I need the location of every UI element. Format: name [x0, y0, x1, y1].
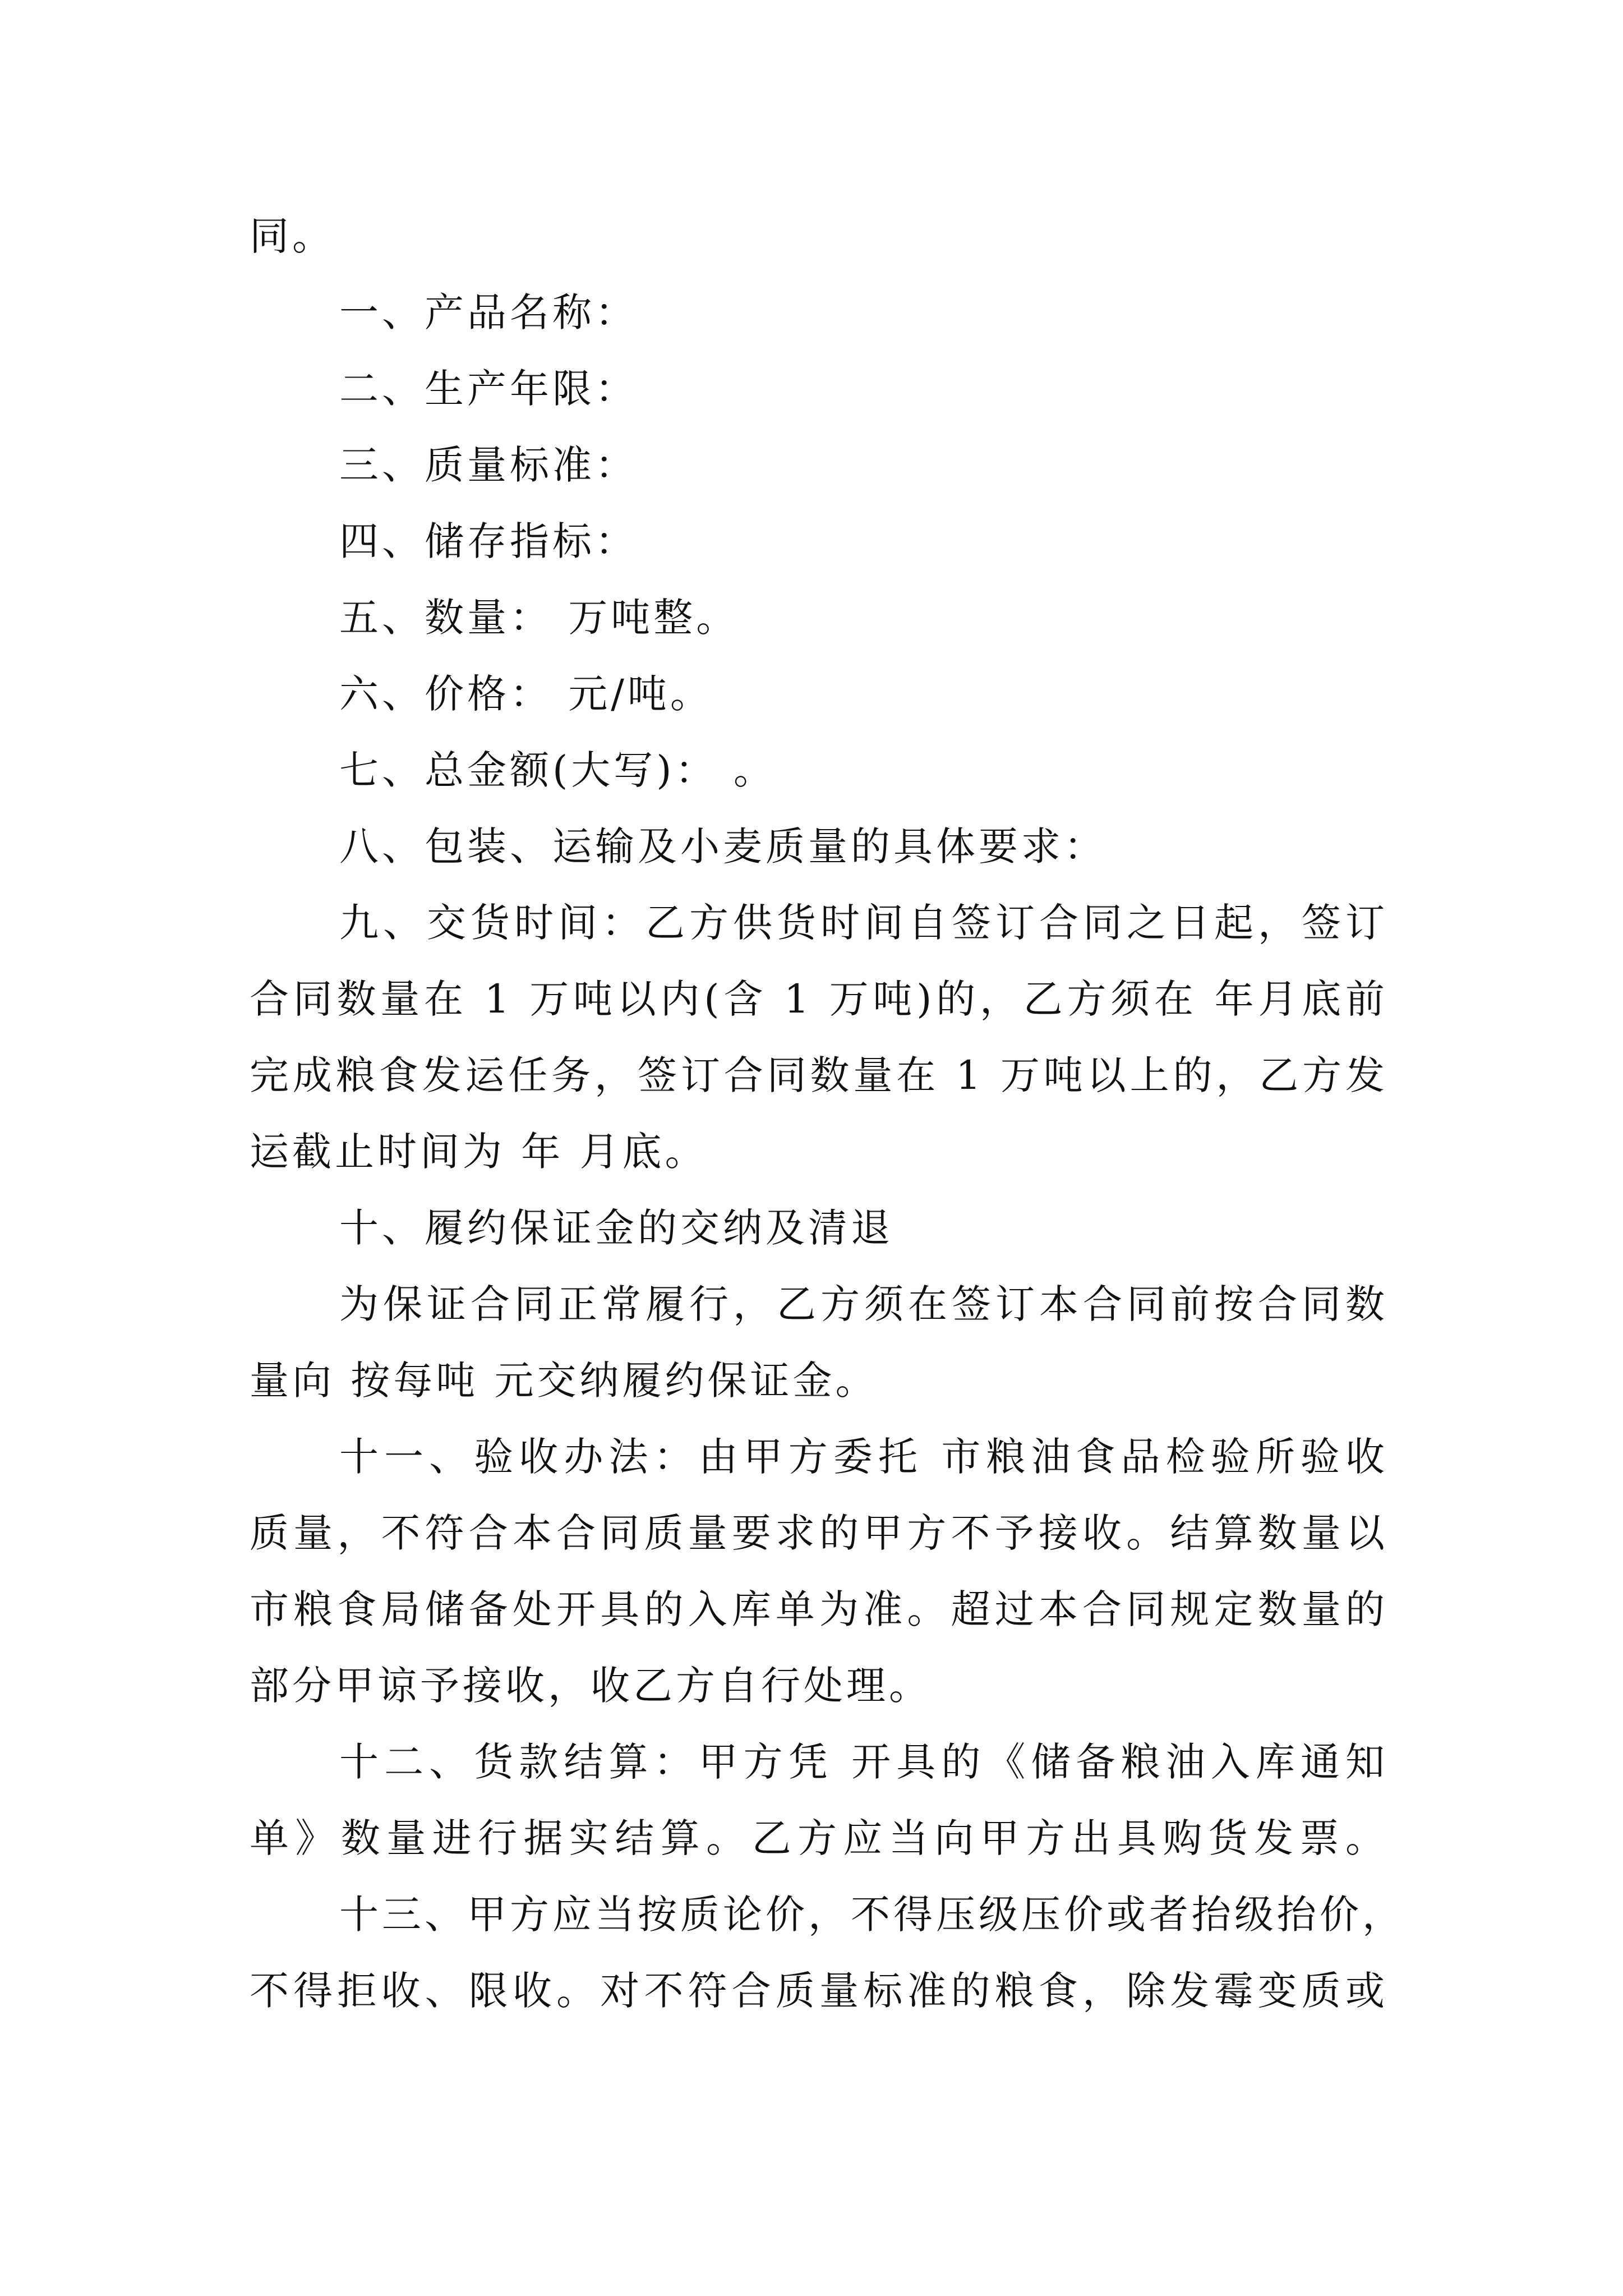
item-payment-settlement: 十二、货款结算：甲方凭 开具的《储备粮油入库通知 [339, 1739, 1388, 1785]
item-acceptance-method: 十一、验收办法：由甲方委托 市粮油食品检验所验收 [339, 1434, 1388, 1480]
item-pricing-by-quality: 十三、甲方应当按质论价，不得压级压价或者抬级抬价， [339, 1892, 1405, 1938]
item-price: 六、价格： 元/吨。 [339, 671, 713, 717]
item-quality-standard: 三、质量标准： [339, 442, 638, 488]
item-quantity: 五、数量： 万吨整。 [339, 595, 739, 641]
item-production-year: 二、生产年限： [339, 366, 638, 412]
text-line: 为保证合同正常履行，乙方须在签订本合同前按合同数 [339, 1281, 1388, 1327]
text-line: 运截止时间为 年 月底。 [250, 1129, 708, 1175]
text-line: 量向 按每吨 元交纳履约保证金。 [250, 1358, 878, 1404]
item-total-amount: 七、总金额(大写)： 。 [339, 747, 776, 793]
text-line: 不得拒收、限收。对不符合质量标准的粮食，除发霉变质或 [250, 1968, 1388, 2014]
text-line: 同。 [250, 213, 335, 259]
text-line: 质量，不符合本合同质量要求的甲方不予接收。结算数量以 [250, 1510, 1388, 1556]
text-line: 部分甲谅予接收，收乙方自行处理。 [250, 1663, 932, 1709]
text-line: 完成粮食发运任务，签订合同数量在 1 万吨以上的，乙方发 [250, 1052, 1388, 1098]
text-line: 市粮食局储备处开具的入库单为准。超过本合同规定数量的 [250, 1586, 1388, 1632]
text-line: 单》数量进行据实结算。乙方应当向甲方出具购货发票。 [250, 1815, 1388, 1861]
item-packaging-requirements: 八、包装、运输及小麦质量的具体要求： [339, 823, 1106, 869]
item-storage-index: 四、储存指标： [339, 518, 638, 564]
item-delivery-time: 九、交货时间：乙方供货时间自签订合同之日起，签订 [339, 900, 1388, 946]
item-product-name: 一、产品名称： [339, 289, 638, 335]
item-performance-bond: 十、履约保证金的交纳及清退 [339, 1205, 893, 1251]
text-line: 合同数量在 1 万吨以内(含 1 万吨)的，乙方须在 年月底前 [250, 976, 1388, 1022]
